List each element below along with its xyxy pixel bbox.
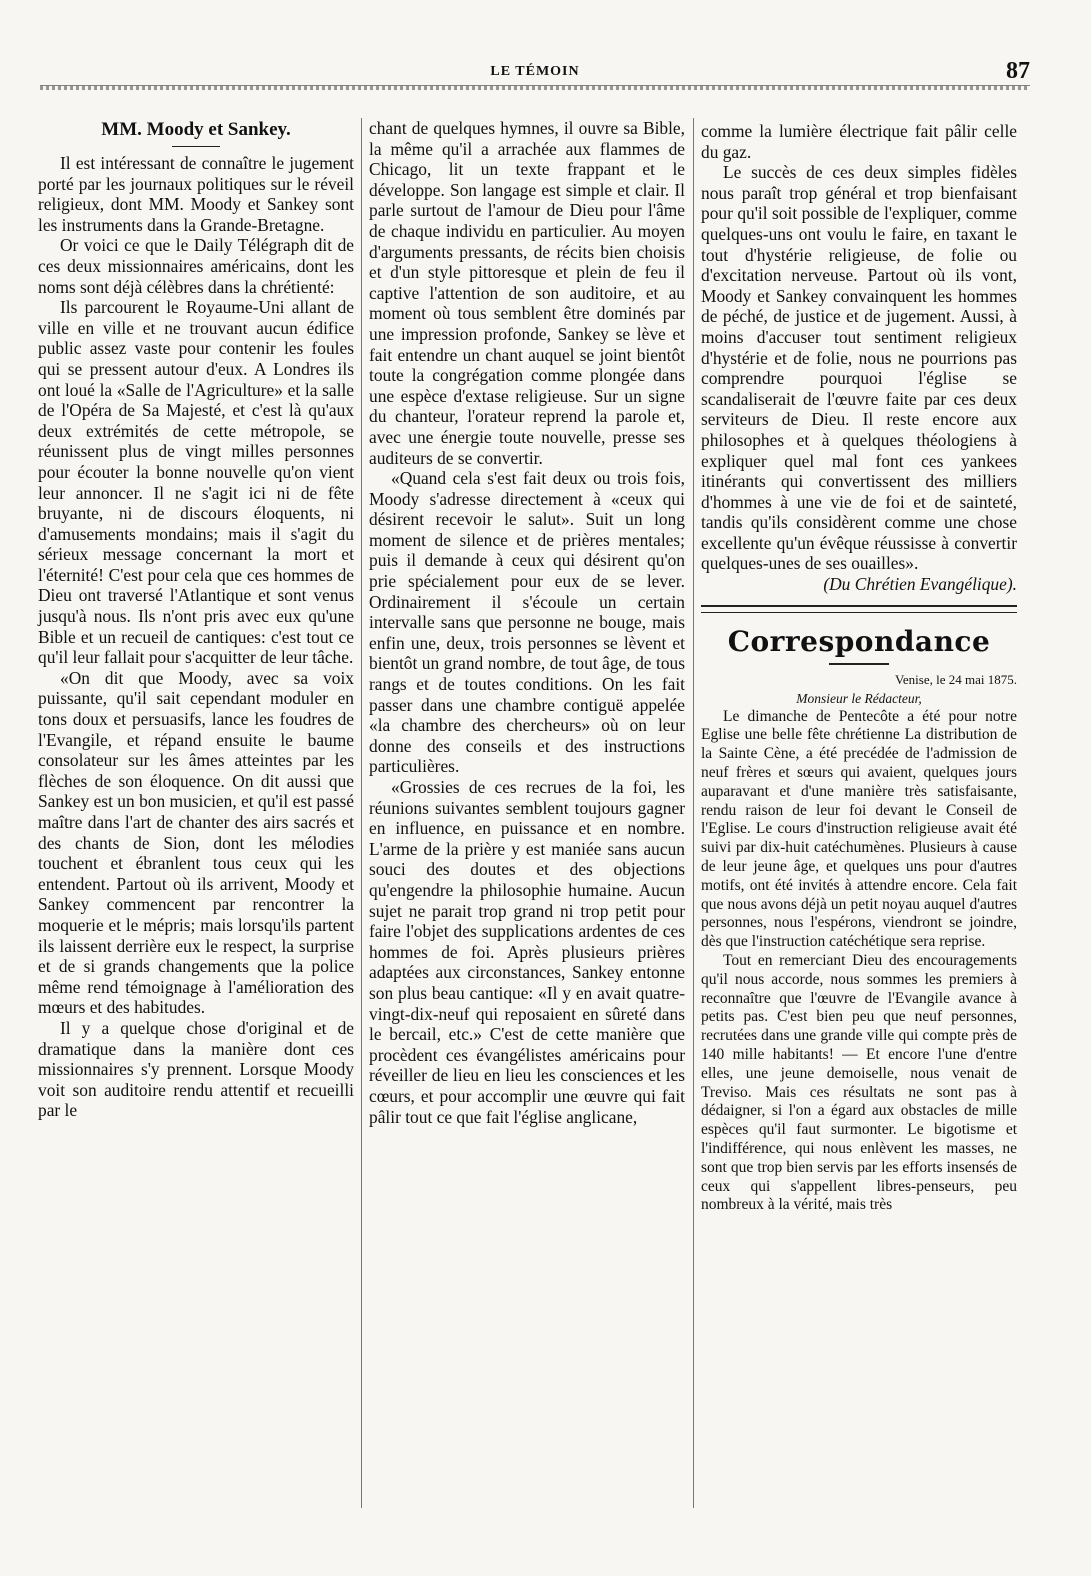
paragraph: Le succès de ces deux simples fidèles nous paraît trop général et trop bienfaisant pour qu'il soit possible de l'expliquer, comme quelques-uns ont voulu le faire, en taxant le tout d'hystérie religieuse, de folie ou d'excitation nerveuse. Partout où ils vont, Moody et Sankey convainquent les hommes de péché, de justice et de jugement. Aussi, à moins d'accuser tout sentiment religieux d'hystérie et de folie, nous ne pourrions pas comprendre pourquoi l'église se scandaliserait de l'œuvre faite par ces deux serviteurs de Dieu. Il reste encore aux philosophes et à quelques théologiens à expliquer quel mal font ces yankees itinérants qui convertissent des milliers d'hommes à une vie de foi et de sainteté, tandis qu'ils considèrent comme une chose excellente qu'un évêque réussisse à convertir quelques-unes de ses ouailles». — [701, 162, 1017, 574]
paragraph: Il y a quelque chose d'original et de dramatique dans la manière dont ces missionnaires s'y prennent. Lorsque Moody voit son auditoire rendu attentif et recueilli par le — [38, 1017, 354, 1121]
page-number: 87 — [1006, 58, 1030, 84]
paragraph: comme la lumière électrique fait pâlir celle du gaz. — [701, 121, 1017, 162]
header-rule — [40, 85, 1030, 90]
paragraph: Or voici ce que le Daily Télégraph dit de ces deux missionnaires américains, dont les noms sont déjà célèbres dans la chrétienté: — [38, 235, 354, 297]
section-rule — [701, 605, 1017, 613]
column-divider — [361, 118, 362, 1508]
column-divider — [693, 118, 694, 1508]
paragraph: «On dit que Moody, avec sa voix puissante, qu'il sait cependant moduler en tons doux et persuasifs, lance les foudres de l'Evangile, et répand ensuite le baume consolateur sur les âmes atteintes par les flèches de son éloquence. On dit aussi que Sankey est un bon musicien, et qu'il est passé maître dans l'art de chanter des airs sacrés et des chants de Sion, dont les mélodies touchent et ébranlent tous ceux qui les entendent. Partout où ils arrivent, Moody et Sankey commencent par rencontrer la moquerie et le mépris; mais lorsqu'ils partent ils laissent derrière eux le respect, la surprise et de si grands changements que la police même rend témoignage à l'amélioration des mœurs et des habitudes. — [38, 667, 354, 1018]
paragraph: chant de quelques hymnes, il ouvre sa Bible, la même qu'il a arrachée aux flammes de Chicago, lit un texte frappant et le développe. Son langage est simple et clair. Il parle surtout de l'amour de Dieu pour l'âme de chaque individu en particulier. Au moyen d'arguments pressants, de récits bien choisis et d'un style pittoresque et plein de feu il captive l'attention de son auditoire, et au moment où tous semblent être dominés par une impression profonde, Sankey se lève et fait entendre un chant auquel se joint bientôt toute la congrégation comme plongée dans une espèce d'extase religieuse. Sur un signe du chanteur, l'orateur reprend la parole et, avec une énergie toute nouvelle, presse ses auditeurs de se convertir. — [369, 118, 685, 468]
journal-title: LE TÉMOIN — [490, 64, 580, 79]
dateline: Venise, le 24 mai 1875. — [894, 671, 1017, 687]
article-title: MM. Moody et Sankey. — [101, 119, 291, 140]
paragraph: Tout en remerciant Dieu des encouragements qu'il nous accorde, nous sommes les premiers à reconnaître que l'œuvre de l'Evangile avance à petits pas. C'est bien peu que neuf personnes, recrutées dans une grande ville qui compte près de 140 mille habitants! — Et encore l'une d'entre elles, une jeune demoiselle, nous venait de Treviso. Mais ces résultats ne sont pas à dédaigner, si l'on a égard aux obstacles de mille espèces qu'il faut surmonter. Le bigotisme et l'indifférence, qui nous enlèvent les masses, ne sont que trop bien servis par les efforts insensés de ceux qui s'appellent libres-penseurs, peu nombreux à la vérité, mais très — [701, 952, 1017, 1214]
title-rule — [172, 146, 220, 147]
correspondance-title: Correspondance — [727, 624, 991, 658]
paragraph: Ils parcourent le Royaume-Uni allant de ville en ville et ne trouvant aucun édifice public assez vaste pour contenir les foules qui se pressent autour d'eux. A Londres ils ont loué la «Salle de l'Agriculture» et la salle de l'Opéra de Sa Majesté, et c'est là qu'aux deux extrémités de cette métropole, se réunissent plus de vingt milles personnes pour écouter la bonne nouvelle qu'on vient leur annoncer. Il ne s'agit ici ni de fête bruyante, ni de discours éloquents, ni d'amusements mondains; mais il s'agit du sérieux message concernant la mort et l'éternité! C'est pour cela que ces hommes de Dieu ont traversé l'Atlantique et sont venus jusqu'à nous. Ils n'ont pris avec eux qu'une Bible et un recueil de cantiques: c'est tout ce qu'il leur fallait pour s'acquitter de leur tâche. — [38, 297, 354, 668]
column-2 — [369, 118, 685, 1127]
page-header — [40, 58, 1030, 90]
paragraph: «Grossies de ces recrues de la foi, les réunions suivantes semblent toujours gagner en influence, en puissance et en nombre. L'arme de la prière y est maniée sans aucun souci des doutes et des objections qu'engendre la philosophie humaine. Aucun sujet ne parait trop grand ni trop petit pour faire l'objet des supplications ardentes de ces hommes de foi. Après plusieurs prières adaptées aux circonstances, Sankey entonne son plus beau cantique: «Il y en avait quatre-vingt-dix-neuf qui reposaient en sûreté dans le bercail, etc.» C'est de cette manière que procèdent ces évangélistes américains pour réveiller de lieu en lieu les consciences et les cœurs, et pour accomplir une œuvre qui fait pâlir tout ce que fait l'église anglicane, — [369, 777, 685, 1127]
paragraph: «Quand cela s'est fait deux ou trois fois, Moody s'adresse directement à «ceux qui désirent recevoir le salut». Suit un long moment de silence et de prières mentales; puis il demande à ceux qui désirent qu'on prie spécialement pour eux de se lever. Ordinairement il s'écoule un certain intervalle sans que personne ne bouge, mais enfin une, deux, trois personnes se lèvent et bientôt un grand nombre, de tout âge, de tous rangs et de toutes conditions. On les fait passer dans une chambre contiguë appelée «la chambre des chercheurs» où on leur donne des conseils et des instructions particulières. — [369, 468, 685, 777]
column-1 — [38, 118, 354, 1121]
column-3 — [701, 121, 1017, 1215]
correspondance-rule — [829, 663, 889, 665]
salutation: Monsieur le Rédacteur, — [796, 690, 922, 706]
paragraph: Il est intéressant de connaître le jugement porté par les journaux politiques sur le réveil religieux, dont MM. Moody et Sankey sont les instruments dans la Grande-Bretagne. — [38, 153, 354, 235]
paragraph: Le dimanche de Pentecôte a été pour notre Eglise une belle fête chrétienne La distribution de la Sainte Cène, a été precédée de l'admission de neuf frères et sœurs qui avaient, quelques jours auparavant et d'une manière très satisfaisante, rendu raison de leur foi devant le Conseil de l'Eglise. Le cours d'instruction religieuse avait été suivi par dix-huit catéchumènes. Plusieurs à cause de leur jeune âge, et quelques uns pour d'autres motifs, ont été invités à attendre encore. Cela fait que nous avons déjà un petit noyau auquel d'autres personnes, nous l'espérons, viendront se joindre, dès que l'instruction catéchétique sera reprise. — [701, 707, 1017, 951]
article-attribution: (Du Chrétien Evangélique). — [823, 574, 1017, 595]
correspondance-body — [701, 671, 1017, 1216]
